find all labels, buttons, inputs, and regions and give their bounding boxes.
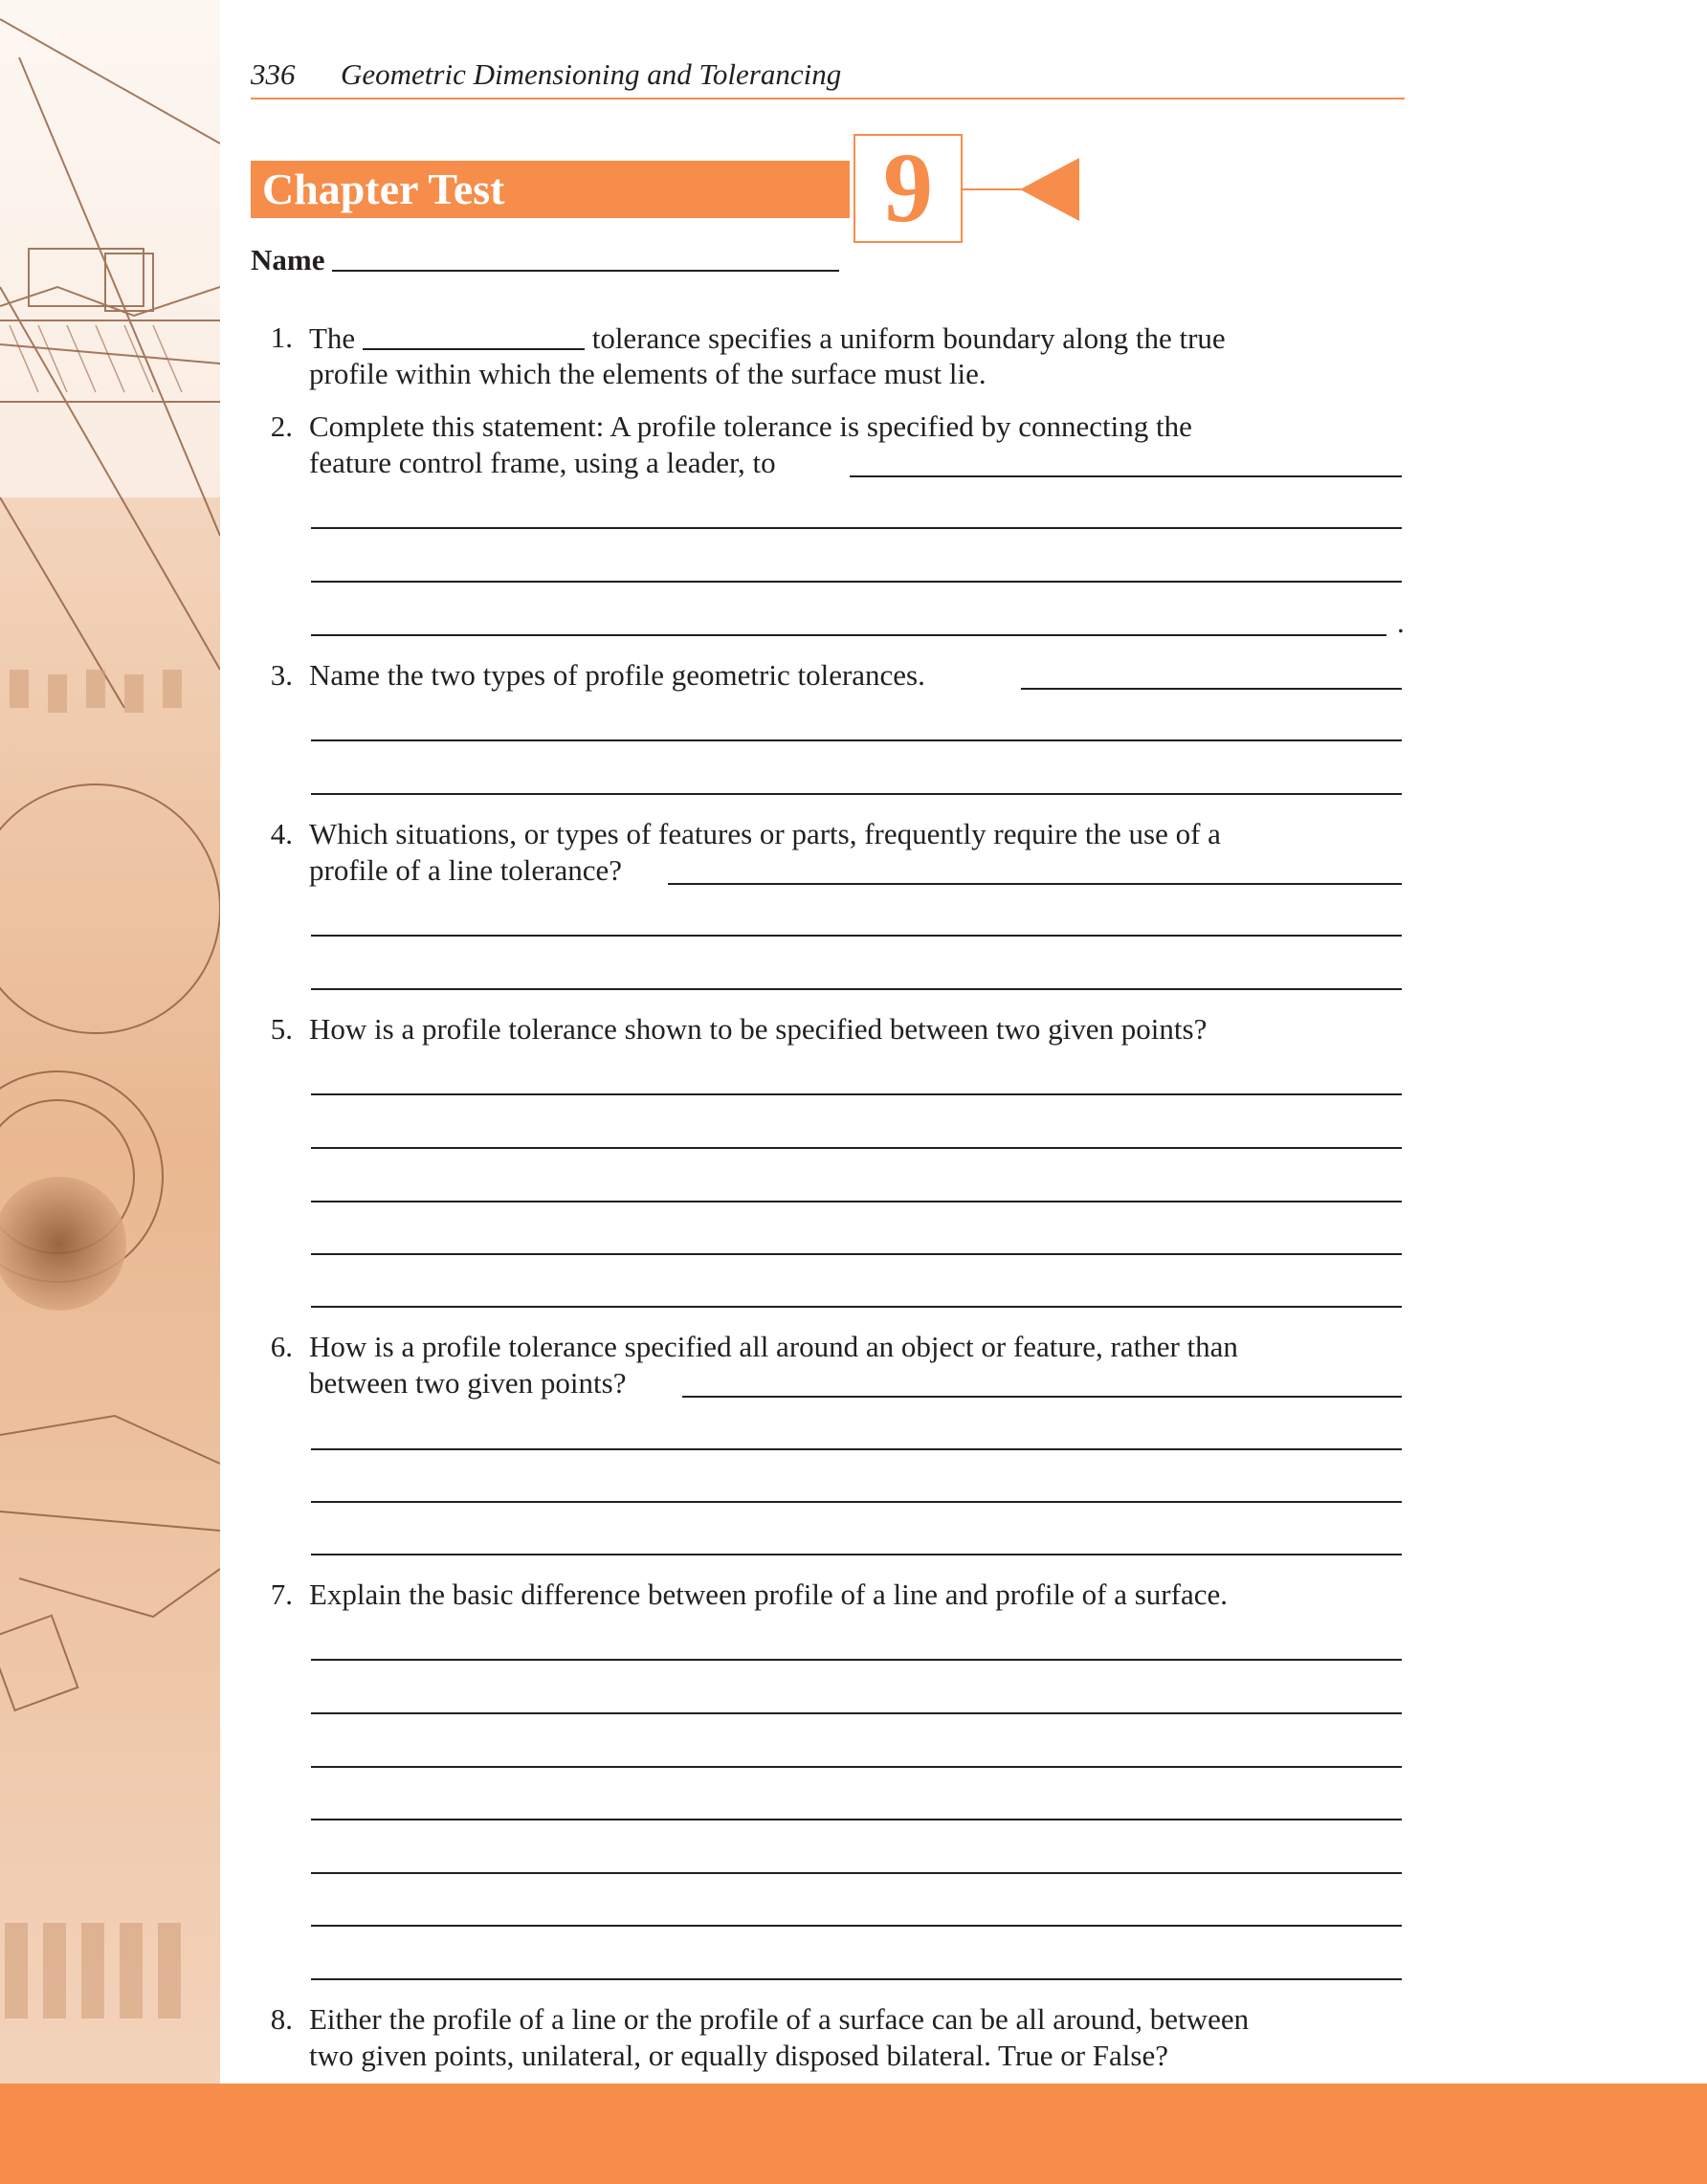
question-2-period: . [1397,606,1405,639]
name-answer-line[interactable] [332,241,839,272]
running-header [251,57,1405,99]
answer-line[interactable] [311,739,1402,741]
answer-line[interactable] [311,1501,1402,1503]
question-2-line-2: feature control frame, using a leader, to [309,446,776,479]
question-number: 1. [270,320,293,354]
answer-line[interactable] [668,883,1402,885]
chapter-pointer-arrow-icon [963,156,1081,223]
answer-line[interactable] [311,1093,1402,1095]
question-number: 7. [270,1577,293,1611]
answer-line[interactable] [311,988,1402,990]
answer-line[interactable] [311,1819,1402,1820]
answer-line[interactable] [311,1978,1402,1980]
question-5-line-1: How is a profile tolerance shown to be specified between two given points? [309,1012,1208,1046]
question-number: 4. [270,817,293,850]
page-number: 336 [251,57,296,91]
question-3-line-1: Name the two types of profile geometric tolerances. [309,658,925,692]
question-6-line-2: between two given points? [309,1366,627,1400]
answer-line[interactable] [311,1201,1402,1202]
answer-line[interactable] [311,581,1402,583]
question-number: 8. [270,2002,293,2036]
answer-line[interactable] [311,1306,1402,1308]
chapter-number-box: 9 [854,134,963,243]
answer-line[interactable] [311,1872,1402,1874]
answer-line[interactable] [311,1448,1402,1450]
question-1-line-2: profile within which the elements of the surface must lie. [309,357,987,390]
question-2-line-1: Complete this statement: A profile tolerance is specified by connecting the [309,409,1192,443]
answer-line[interactable] [1021,688,1402,690]
question-8-line-1: Either the profile of a line or the profile of a surface can be all around, between [309,2002,1250,2036]
answer-line[interactable] [311,1147,1402,1149]
answer-line[interactable] [311,1554,1402,1555]
question-7-line-1: Explain the basic difference between profile of a line and profile of a surface. [309,1577,1228,1611]
question-1-line-1: The tolerance specifies a uniform boundary along the true [309,321,1226,355]
question-1-blank[interactable] [363,320,585,350]
answer-line[interactable] [682,1396,1402,1398]
question-number: 3. [270,658,293,692]
question-number: 5. [270,1012,293,1046]
question-8-line-2: two given points, unilateral, or equally disposed bilateral. True or False? [309,2039,1168,2072]
question-6-line-1: How is a profile tolerance specified all around an object or feature, rather than [309,1330,1238,1363]
decorative-sidebar-illustration [0,0,220,2084]
book-title: Geometric Dimensioning and Tolerancing [341,57,842,91]
name-label: Name [251,243,325,276]
answer-line[interactable] [311,793,1402,795]
answer-line[interactable] [311,1659,1402,1661]
answer-line[interactable] [311,935,1402,937]
chapter-test-title: Chapter Test [251,161,850,218]
question-4-line-2: profile of a line tolerance? [309,853,623,887]
answer-line[interactable] [311,634,1386,636]
question-number: 6. [270,1330,293,1363]
question-number: 2. [270,409,293,443]
answer-line[interactable] [311,1253,1402,1255]
answer-line[interactable] [850,475,1402,477]
answer-line[interactable] [311,1712,1402,1714]
question-4-line-1: Which situations, or types of features or parts, frequently require the use of a [309,817,1221,850]
answer-line[interactable] [311,1766,1402,1768]
name-field-row [251,241,839,279]
answer-line[interactable] [311,1925,1402,1927]
answer-line[interactable] [311,527,1402,529]
footer-band [0,2084,1707,2184]
